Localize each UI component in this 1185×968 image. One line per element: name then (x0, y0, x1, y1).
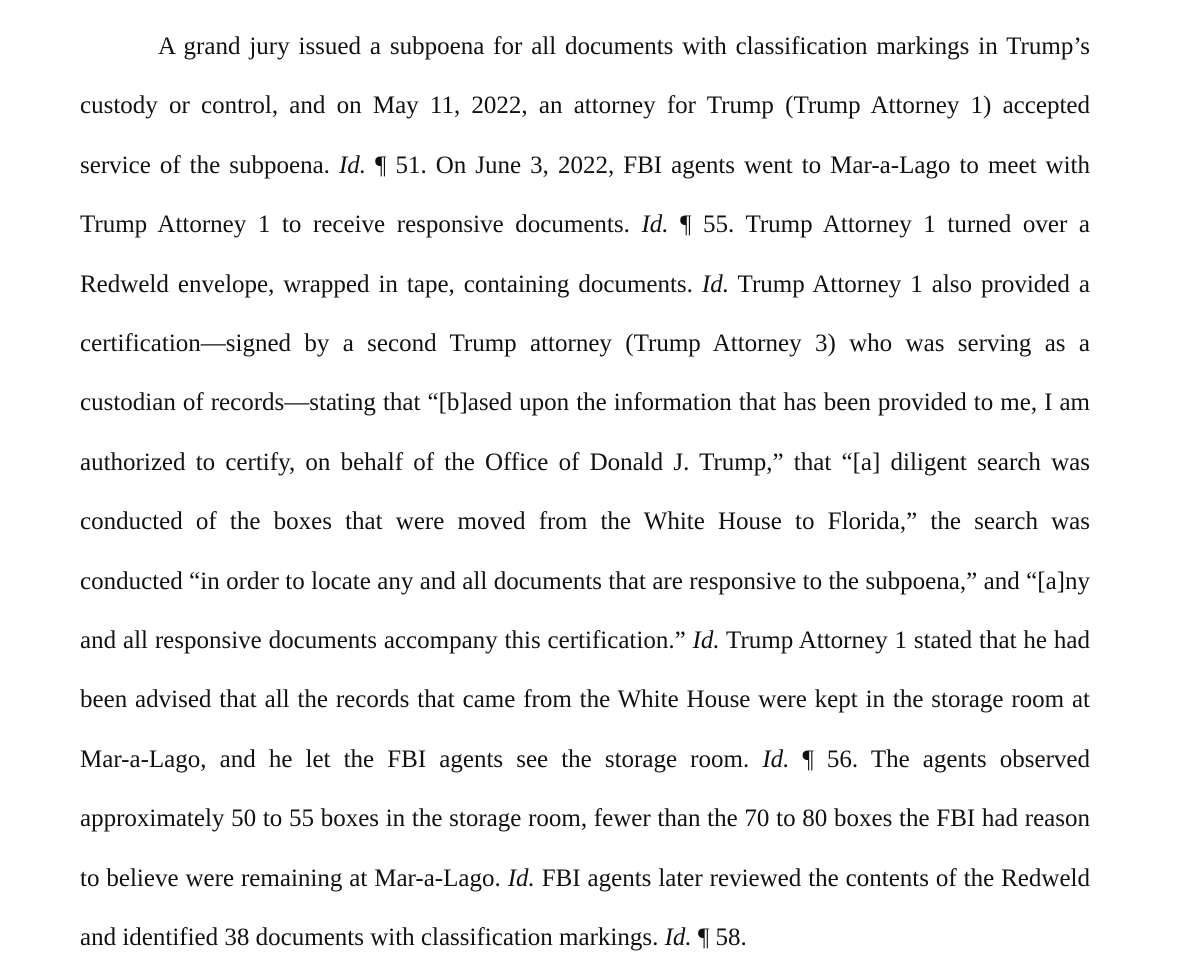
text-segment: ¶ 58. (691, 924, 747, 952)
citation-id: Id. (762, 745, 790, 773)
text-segment: A grand jury issued a subpoena for all documents with classification markings in Trump’s custody or control, and on May 11, 2022, an attorney for Trump (Trump Attorney 1) accepted service of the subpoena. (80, 33, 1090, 179)
text-segment: Trump Attorney 1 also provided a certification—signed by a second Trump attorney (Trump Attorney 3) who was serving as a custodian of records—stating that “[b]ased upon the information that has been provided to me, I am authorized to certify, on behalf of the Office of Donald J. Trump,” that “[a] diligent search was conducted of the boxes that were moved from the White House to Florida,” the search was conducted “in order to locate any and all documents that are responsive to the subpoena,” and “[a]ny and all responsive documents accompany this certification.” (80, 270, 1090, 655)
text-segment: ¶ 51. On June 3, 2022, FBI agents went to Mar-a-Lago to meet with Trump Attorney 1 to receive responsive documents. (80, 151, 1091, 239)
text-segment: FBI agents later reviewed the contents of the Redweld and identified 38 documents with classification markings. (80, 864, 1091, 952)
citation-id: Id. (338, 151, 367, 179)
citation-id: Id. (664, 924, 692, 952)
citation-id: Id. (507, 864, 535, 892)
text-segment: ¶ 56. The agents observed approximately 50 to 55 boxes in the storage room, fewer than the 70 to 80 boxes the FBI had reason to believe were remaining at Mar-a-Lago. (80, 745, 1091, 892)
text-segment: ¶ 55. Trump Attorney 1 turned over a Redweld envelope, wrapped in tape, containing documents. (80, 211, 1090, 298)
citation-id: Id. (701, 270, 729, 298)
citation-id: Id. (692, 627, 720, 655)
citation-id: Id. (641, 211, 669, 239)
body-paragraph (80, 17, 1090, 968)
text-segment: Trump Attorney 1 stated that he had been advised that all the records that came from the White House were kept in the storage room at Mar-a-Lago, and he let the FBI agents see the storage room. (80, 627, 1090, 773)
